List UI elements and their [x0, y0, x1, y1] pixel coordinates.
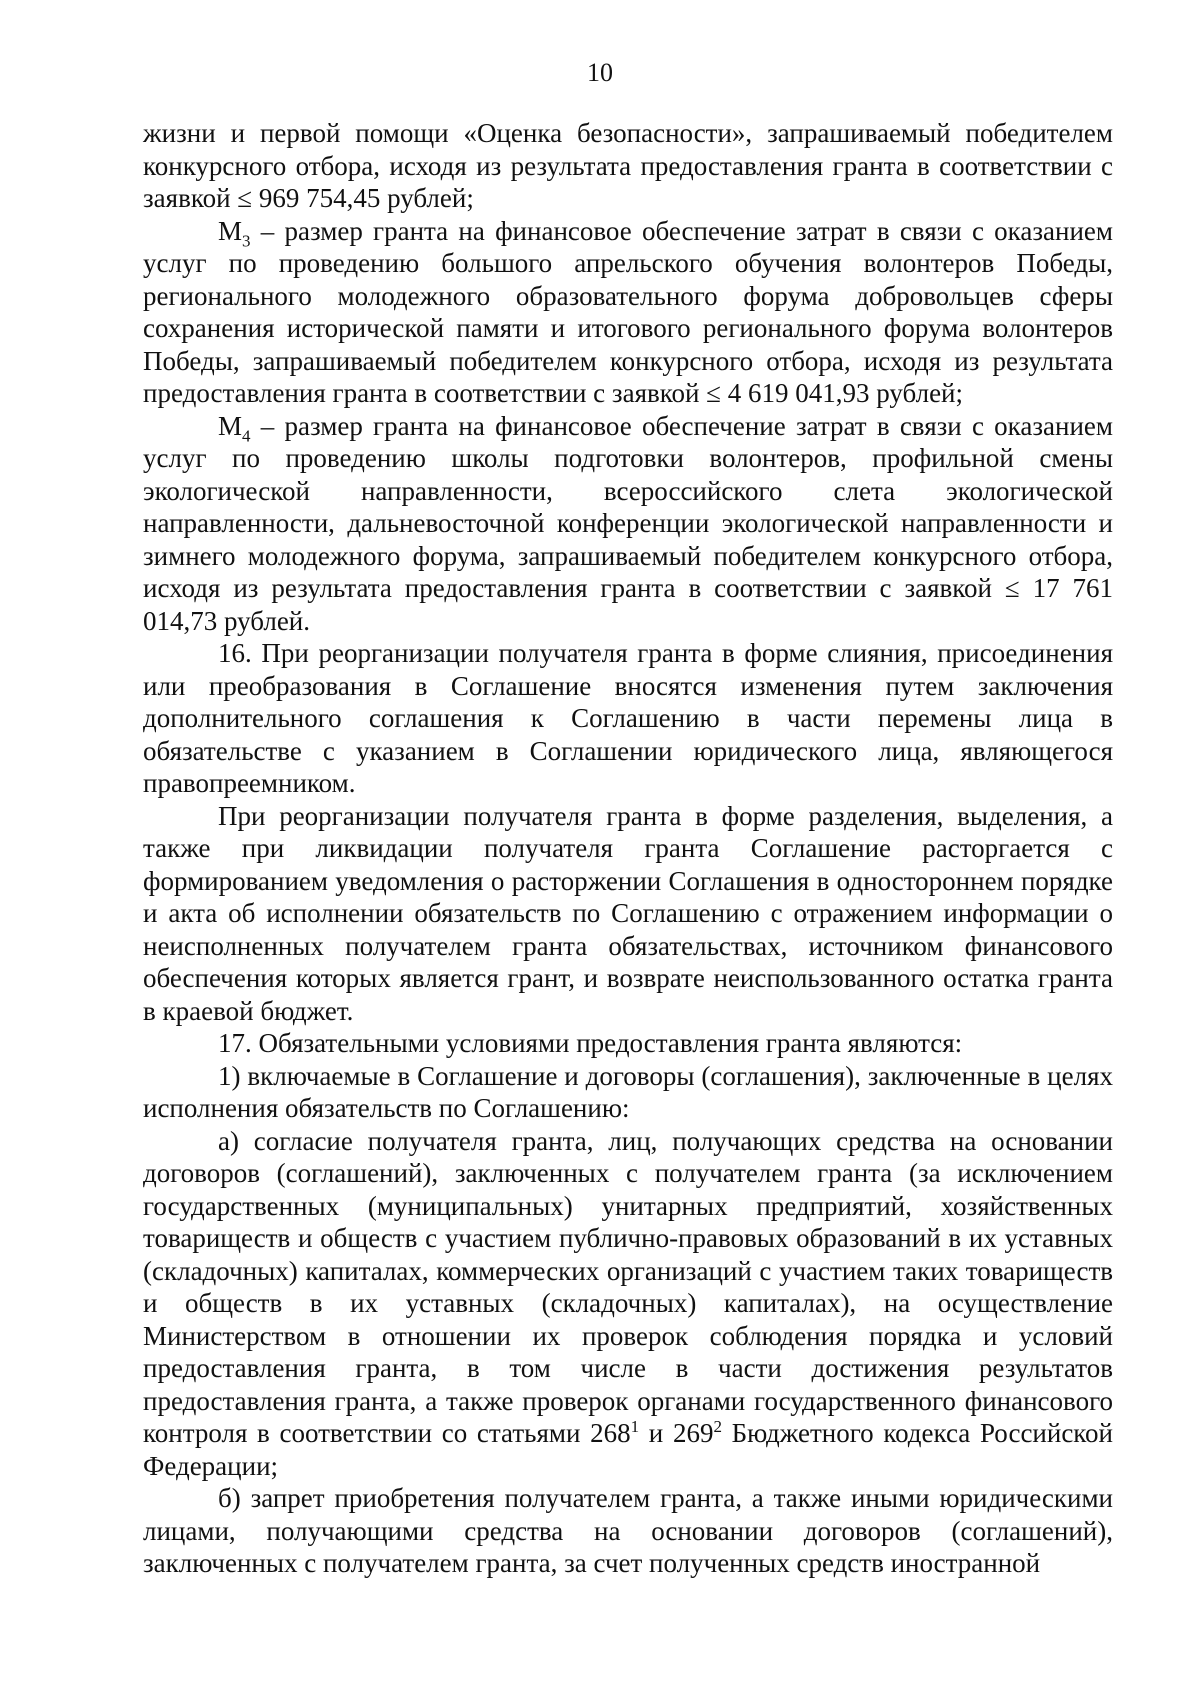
paragraph-m4-definition: [143, 410, 1113, 638]
m4-text: – размер гранта на финансовое обеспечение затрат в связи с оказанием услуг по проведению школы подготовки волонтеров, профильной смены экологической направленности, всероссийского слета экологической направленности, дальневосточной конференции экологической направленности и зимнего молодежного форума, запрашиваемый победителем конкурсного отбора, исходя из результата предоставления гранта в соответствии с заявкой ≤ 17 761 014,73 рублей.: [143, 410, 1113, 636]
m3-text: – размер гранта на финансовое обеспечение затрат в связи с оказанием услуг по проведению большого апрельского обучения волонтеров Победы, регионального молодежного образовательного форума добровольцев сферы сохранения исторической памяти и итогового регионального форума волонтеров Победы, запрашиваемый победителем конкурсного отбора, исходя из результата предоставления гранта в соответствии с заявкой ≤ 4 619 041,93 рублей;: [143, 215, 1113, 408]
paragraph-item-1-included-terms: 1) включаемые в Соглашение и договоры (соглашения), заключенные в целях исполнения обязательств по Соглашению:: [143, 1060, 1113, 1123]
item-a-text-middle: и 269: [639, 1418, 714, 1448]
article-269-superscript: 2: [713, 1417, 722, 1436]
item-a-text-after: Бюджетного кодекса Российской Федерации;: [143, 1418, 1114, 1481]
m3-symbol: M: [218, 215, 243, 246]
article-268-superscript: 1: [630, 1417, 640, 1436]
paragraph-17-mandatory-conditions: 17. Обязательными условиями предоставления гранта являются:: [218, 1028, 963, 1058]
item-a-text-before: а) согласие получателя гранта, лиц, получающих средства на основании договоров (соглашений), заключенных с получателем гранта (за исключением государственных (муниципальных) унитарных предприятий, хозяйственных товариществ и обществ с участием публично-правовых образований в их уставных (складочных) капиталах, коммерческих организаций с участием таких товариществ и обществ в их уставных (складочных) капиталах), на осуществление Министерством в отношении их проверок соблюдения порядка и условий предоставления гранта, в том числе в части достижения результатов предоставления гранта, а также проверок органами государственного финансового контроля в соответствии со статьями 268: [143, 1125, 1113, 1448]
page-number: 10: [587, 58, 613, 87]
paragraph-16-reorganization-merger: 16. При реорганизации получателя гранта в форме слияния, присоединения или преобразования в Соглашение вносятся изменения путем заключения дополнительного соглашения к Соглашению в части перемены лица в обязательстве с указанием в Соглашении юридического лица, являющегося правопреемником.: [143, 638, 1113, 798]
document-body: [143, 117, 1113, 1580]
paragraph-m3-definition: [143, 215, 1113, 410]
paragraph-safety-assessment-continuation: жизни и первой помощи «Оценка безопасности», запрашиваемый победителем конкурсного отбора, исходя из результата предоставления гранта в соответствии с заявкой ≤ 969 754,45 рублей;: [143, 118, 1113, 213]
m4-symbol: M: [218, 410, 243, 441]
paragraph-item-b-prohibition: б) запрет приобретения получателем гранта, а также иными юридическими лицами, получающими средства на основании договоров (соглашений), заключенных с получателем гранта, за счет полученных средств иностранной: [143, 1483, 1113, 1578]
m3-subscript: 3: [242, 230, 251, 250]
m4-subscript: 4: [242, 425, 251, 445]
paragraph-reorganization-division: При реорганизации получателя гранта в форме разделения, выделения, а также при ликвидации получателя гранта Соглашение расторгается с формированием уведомления о расторжении Соглашения в одностороннем порядке и акта об исполнении обязательств по Соглашению с отражением информации о неисполненных получателем гранта обязательствах, источником финансового обеспечения которых является грант, и возврате неиспользованного остатка гранта в краевой бюджет.: [143, 800, 1113, 1026]
paragraph-item-a-consent: [143, 1125, 1113, 1483]
